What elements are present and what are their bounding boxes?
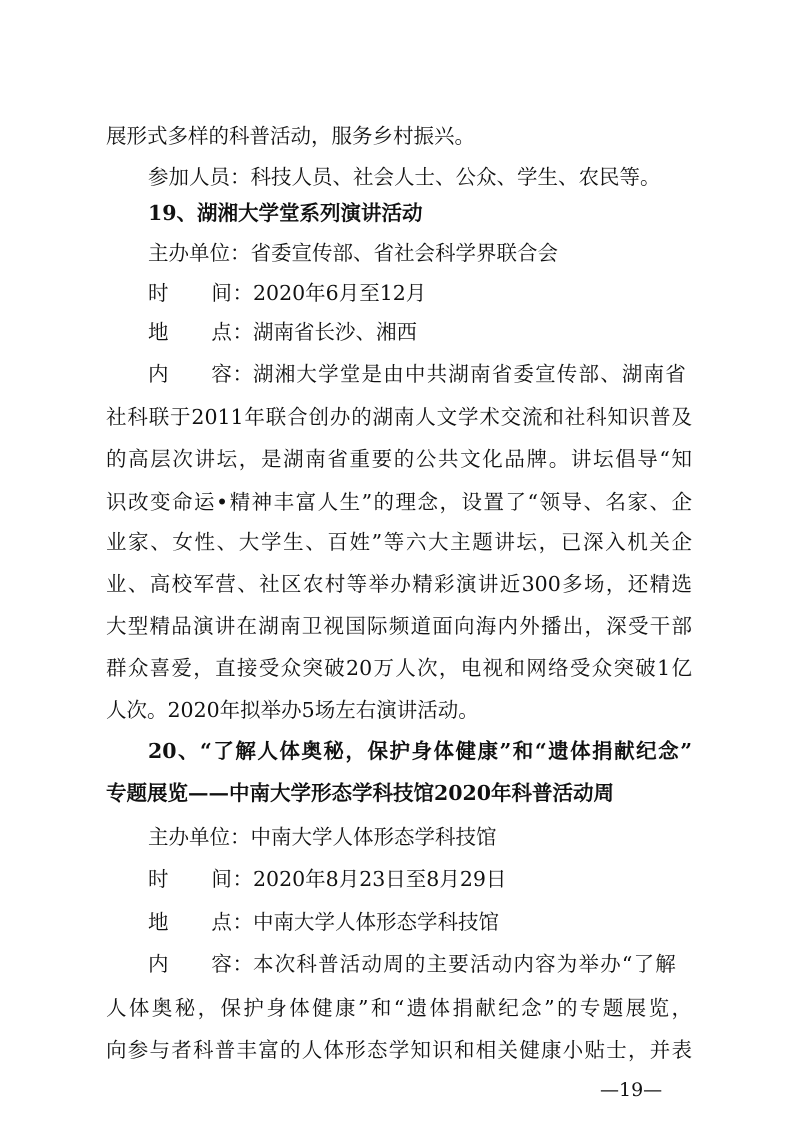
field-value: 湖南省长沙、湘西 — [253, 320, 417, 344]
field-value: 2020年8月23日至8月29日 — [253, 867, 507, 891]
paragraph-line: 群众喜爱，直接受众突破20万人次，电视和网络受众突破1亿 — [106, 656, 692, 680]
field-label: 地 点： — [148, 320, 253, 344]
participants-line: 参加人员：科技人员、社会人士、公众、学生、农民等。 — [148, 165, 661, 189]
field-label: 时 间： — [148, 867, 253, 891]
paragraph-line: 识改变命运•精神丰富人生”的理念，设置了“领导、名家、企 — [106, 490, 692, 514]
content-line — [106, 360, 692, 388]
organizer-line: 主办单位：中南大学人体形态学科技馆 — [148, 825, 497, 849]
field-value: 湖湘大学堂是由中共湖南省委宣传部、湖南省 — [253, 362, 687, 386]
paragraph-line: 社科联于2011年联合创办的湖南人文学术交流和社科知识普及 — [106, 405, 692, 429]
paragraph-line: 人次。2020年拟举办5场左右演讲活动。 — [106, 698, 479, 722]
time-line — [106, 865, 692, 893]
field-label: 内 容： — [148, 362, 253, 386]
location-line — [106, 318, 692, 346]
section-heading-20: 20、“了解人体奥秘，保护身体健康”和“遗体捐献纪念” — [148, 739, 692, 763]
field-label: 地 点： — [148, 910, 253, 934]
paragraph-line: 展形式多样的科普活动，服务乡村振兴。 — [106, 124, 475, 148]
field-value: 2020年6月至12月 — [253, 281, 427, 305]
content-line — [106, 950, 692, 978]
paragraph-line: 人体奥秘，保护身体健康”和“遗体捐献纪念”的专题展览， — [106, 996, 692, 1020]
field-value: 中南大学人体形态学科技馆 — [253, 910, 499, 934]
time-line — [106, 279, 692, 307]
paragraph-line: 业、高校军营、社区农村等举办精彩演讲近300多场，还精选 — [106, 572, 692, 596]
field-label: 内 容： — [148, 952, 253, 976]
organizer-line: 主办单位：省委宣传部、省社会科学界联合会 — [148, 241, 558, 265]
paragraph-line: 的高层次讲坛，是湖南省重要的公共文化品牌。讲坛倡导“知 — [106, 447, 692, 471]
section-heading-19: 19、湖湘大学堂系列演讲活动 — [148, 201, 423, 225]
field-value: 本次科普活动周的主要活动内容为举办“了解 — [253, 952, 677, 976]
page-number: —19— — [600, 1079, 663, 1101]
paragraph-line: 向参与者科普丰富的人体形态学知识和相关健康小贴士，并表 — [106, 1038, 692, 1062]
location-line — [106, 908, 692, 936]
field-label: 时 间： — [148, 281, 253, 305]
paragraph-line: 大型精品演讲在湖南卫视国际频道面向海内外播出，深受干部 — [106, 614, 692, 638]
paragraph-line: 业家、女性、大学生、百姓”等六大主题讲坛，已深入机关企 — [106, 530, 692, 554]
section-heading-20-cont: 专题展览——中南大学形态学科技馆2020年科普活动周 — [106, 781, 615, 805]
